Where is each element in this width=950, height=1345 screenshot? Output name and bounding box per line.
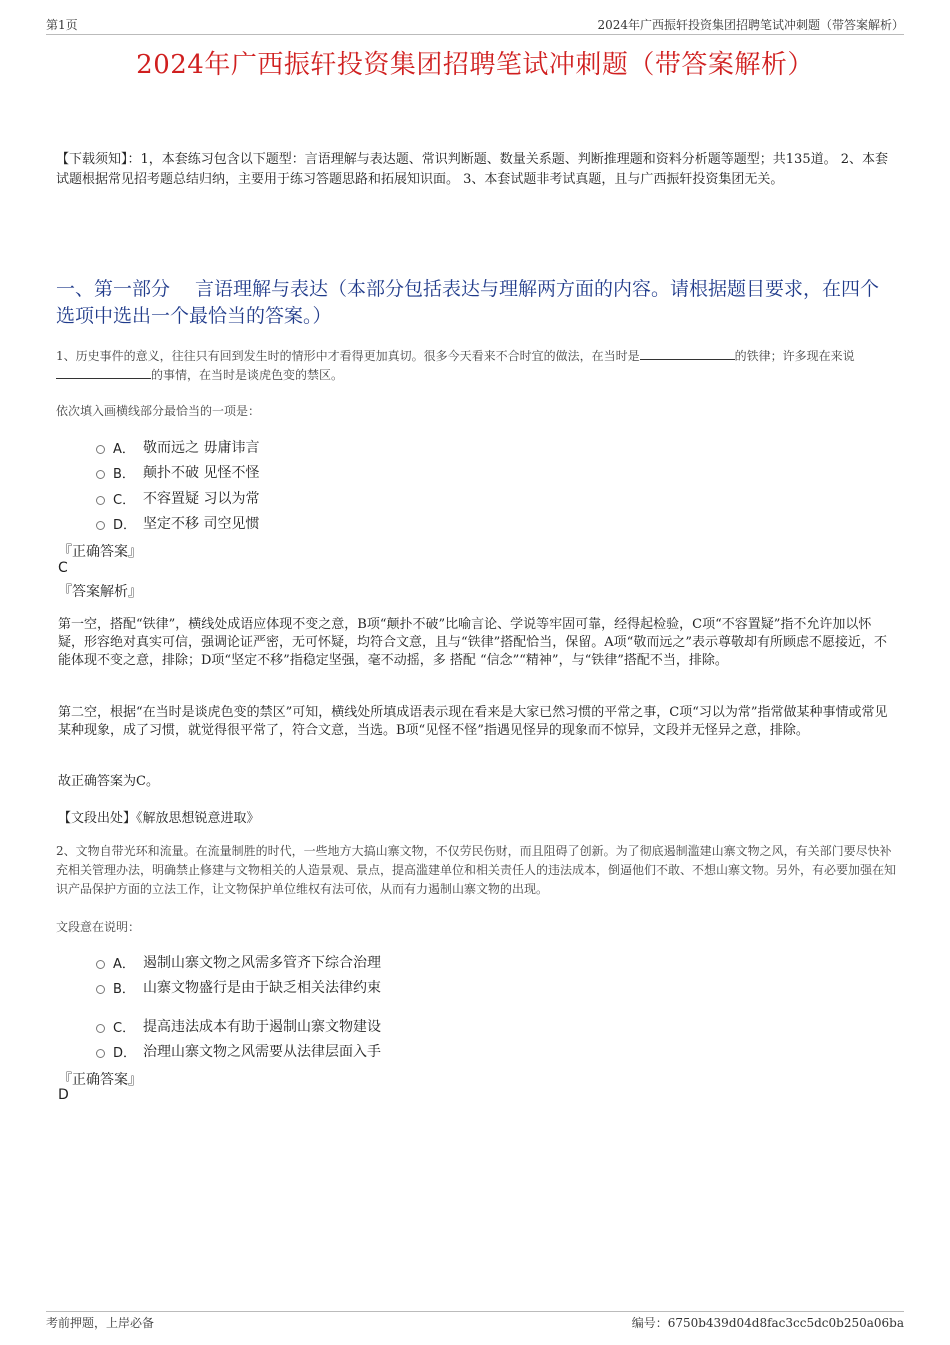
q2-answer: D <box>58 1087 69 1103</box>
q2-option-c[interactable]: C． 提高违法成本有助于遏制山寨文物建设 <box>96 1016 381 1036</box>
q2-option-b[interactable]: B． 山寨文物盛行是由于缺乏相关法律约束 <box>96 977 381 997</box>
radio-icon[interactable] <box>96 445 105 454</box>
q1-blank-2 <box>56 366 151 379</box>
document-title: 2024年广西振轩投资集团招聘笔试冲刺题（带答案解析） <box>136 50 814 80</box>
q1-prompt: 依次填入画横线部分最恰当的一项是： <box>56 404 261 418</box>
footer-divider <box>46 1311 904 1312</box>
question-1-stem <box>56 347 896 385</box>
q1-analysis-paragraph-2: 第二空，根据“在当时是谈虎色变的禁区”可知，横线处所填成语表示现在看来是大家已然习惯的平常之事，C项“习以为常”指常做某种事情或常见某种现象，成了习惯，就觉得很平常了，符合文意，当选。B项“见怪不怪”指遇见怪异的现象而不惊异，文段并无怪异之意，排除。 <box>58 705 888 738</box>
radio-icon[interactable] <box>96 496 105 505</box>
header-doc-title: 2024年广西振轩投资集团招聘笔试冲刺题（带答案解析） <box>597 18 904 32</box>
q2-option-a[interactable]: A． 遏制山寨文物之风需多管齐下综合治理 <box>96 952 381 972</box>
q1-answer: C <box>58 560 68 576</box>
q1-option-c[interactable]: C． 不容置疑 习以为常 <box>96 488 259 508</box>
q2-prompt: 文段意在说明： <box>56 920 141 934</box>
q1-stem-part-b: 的铁律；许多现在来说 <box>734 349 855 363</box>
header-divider <box>46 34 904 35</box>
section-title: 一、第一部分 言语理解与表达（本部分包括表达与理解两方面的内容。请根据题目要求，在四个选项中选出一个最恰当的答案。） <box>56 278 880 327</box>
q2-option-d[interactable]: D． 治理山寨文物之风需要从法律层面入手 <box>96 1041 381 1061</box>
radio-icon[interactable] <box>96 521 105 530</box>
page-number: 第1页 <box>46 18 78 32</box>
radio-icon[interactable] <box>96 985 105 994</box>
q1-analysis-paragraph-1: 第一空，搭配“铁律”，横线处成语应体现不变之意，B项“颠扑不破”比喻言论、学说等牢固可靠，经得起检验，C项“不容置疑”指不允许加以怀疑，形容绝对真实可信，强调论证严密，无可怀疑，均符合文意，且与“铁律”搭配恰当，保留。A项“敬而远之”表示尊敬却有所顾虑不愿接近，不能体现不变之意，排除；D项“坚定不移”指稳定坚强，毫不动摇，多 搭配 “信念”“精神”，与“铁律”搭配不当，排除。 <box>58 617 887 668</box>
radio-icon[interactable] <box>96 470 105 479</box>
radio-icon[interactable] <box>96 1024 105 1033</box>
radio-icon[interactable] <box>96 1049 105 1058</box>
question-2-stem: 2、文物自带光环和流量。在流量制胜的时代，一些地方大搞山寨文物，不仅劳民伤财，而且阻碍了创新。为了彻底遏制滥建山寨文物之风，有关部门要尽快补充相关管理办法，明确禁止修建与文物相关的人造景观、景点，提高滥建单位和相关责任人的违法成本，倒逼他们不敢、不想山寨文物。另外，有必要加强在知识产品保护方面的立法工作，让文物保护单位维权有法可依，从而有力遏制山寨文物的出现。 <box>56 844 897 896</box>
q1-stem-part-c: 的事情，在当时是谈虎色变的禁区。 <box>151 368 344 382</box>
q1-option-b[interactable]: B． 颠扑不破 见怪不怪 <box>96 462 259 482</box>
q1-blank-1 <box>640 347 735 360</box>
footer-slogan: 考前押题，上岸必备 <box>46 1316 155 1330</box>
download-note: 【下载须知】：1，本套练习包含以下题型：言语理解与表达题、常识判断题、数量关系题、判断推理题和资料分析题等题型；共135道。 2、本套试题根据常见招考题总结归纳，主要用于练习答题思路和拓展知识面。 3、本套试题非考试真题，且与广西振轩投资集团无关。 <box>56 152 888 187</box>
q2-answer-label: 『正确答案』 <box>58 1072 142 1088</box>
q1-analysis-label: 『答案解析』 <box>58 584 142 600</box>
q1-stem-part-a: 1、历史事件的意义，往往只有回到发生时的情形中才看得更加真切。很多今天看来不合时宜的做法，在当时是 <box>56 349 640 363</box>
q1-option-a[interactable]: A． 敬而远之 毋庸讳言 <box>96 437 259 457</box>
radio-icon[interactable] <box>96 960 105 969</box>
q1-analysis-conclusion: 故正确答案为C。 <box>58 774 159 789</box>
q1-source: 【文段出处】《解放思想锐意进取》 <box>58 811 260 826</box>
footer-doc-id: 编号：6750b439d04d8fac3cc5dc0b250a06ba <box>631 1316 904 1330</box>
q1-answer-label: 『正确答案』 <box>58 544 142 560</box>
q1-option-d[interactable]: D． 坚定不移 司空见惯 <box>96 513 259 533</box>
